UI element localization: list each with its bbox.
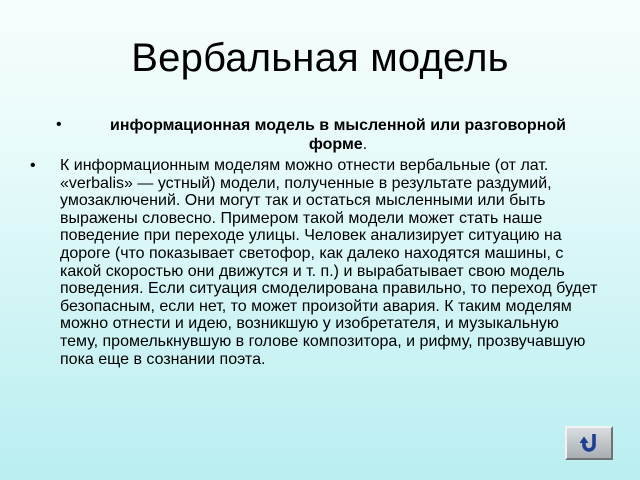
bullet-marker: • xyxy=(30,157,36,174)
description-text: К информационным моделям можно отнести вербальные (от лат. «verbalis» — устный) модели, полученные в результате раздумий, умозаключений. Они могут так и остаться мысленными или быть выражены словесно. Примером такой модели может стать наше поведение при переходе улицы. Человек анализирует ситуацию на дороге (что показывает светофор, как далеко находятся машины, с какой скоростью они движутся и т. п.) и вырабатывает свою модель поведения. Если ситуация смоделирована правильно, то переход будет безопасным, если нет, то может произойти авария. К таким моделям можно отнести и идею, возникшую у изобретателя, и музыкальную тему, промелькнувшую в голове композитора, и рифму, прозвучавшую пока еще в сознании поэта. xyxy=(60,157,598,368)
bullet-marker: • xyxy=(56,116,62,133)
description-item xyxy=(30,157,600,368)
definition-bold-text: информационная модель в мысленной или разговорной форме xyxy=(110,117,566,153)
definition-period: . xyxy=(362,136,368,153)
slide-title: Вербальная модель xyxy=(131,36,509,80)
definition-text xyxy=(80,116,596,154)
definition-item xyxy=(56,116,596,154)
return-arrow-icon xyxy=(578,432,600,454)
return-button[interactable] xyxy=(565,426,613,460)
